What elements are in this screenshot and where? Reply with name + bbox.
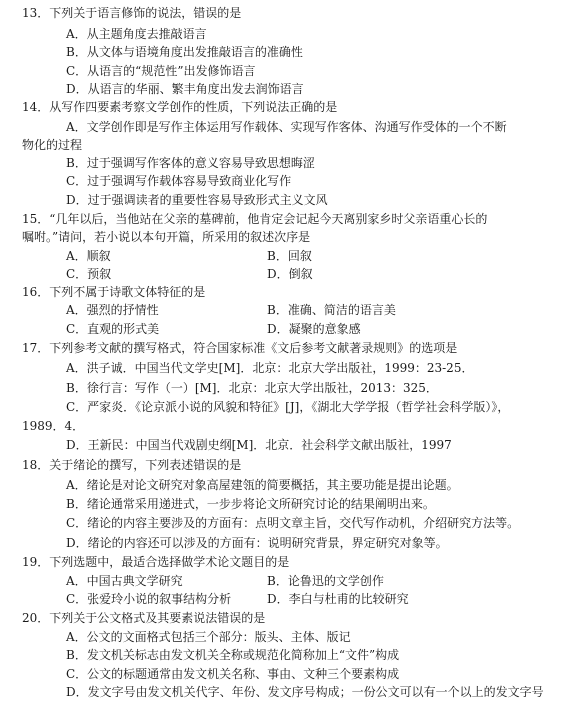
question-16-stem: 16．下列不属于诗歌文体特征的是 bbox=[22, 285, 206, 300]
question-20-option-d: D．发文字号由发文机关代字、年份、发文序号构成；一份公文可以有一个以上的发文字号 bbox=[66, 684, 544, 699]
question-20-option-b: B．发文机关标志由发文机关全称或规范化简称加上“文件”构成 bbox=[66, 648, 400, 663]
question-16-option-d: D．凝聚的意象感 bbox=[267, 321, 361, 336]
question-17-option-a: A．洪子诚．中国当代文学史[M]．北京：北京大学出版社，1999：23-25． bbox=[66, 361, 474, 376]
question-19-option-b: B．论鲁迅的文学创作 bbox=[267, 574, 384, 589]
question-19-option-c: C．张爱玲小说的叙事结构分析 bbox=[66, 592, 232, 607]
question-18-option-b: B．绪论通常采用递进式，一步步将论文所研究讨论的结果阐明出来。 bbox=[66, 497, 435, 512]
question-18-option-d: D．绪论的内容还可以涉及的方面有：说明研究背景，界定研究对象等。 bbox=[66, 535, 448, 550]
question-16-option-a: A．强烈的抒情性 bbox=[66, 303, 159, 318]
question-15-stem-continued: 嘱咐。”请问，若小说以本句开篇，所采用的叙述次序是 bbox=[22, 230, 311, 245]
question-16-option-b: B．准确、简洁的语言美 bbox=[267, 303, 396, 318]
question-19-option-d: D．李白与杜甫的比较研究 bbox=[267, 592, 409, 607]
question-15-option-d: D．倒叙 bbox=[267, 266, 313, 281]
question-16-option-c: C．直观的形式美 bbox=[66, 321, 160, 336]
question-17-option-d: D．王新民：中国当代戏剧史纲[M]．北京．社会科学文献出版社，1997 bbox=[66, 438, 452, 453]
question-14-option-a-continued: 物化的过程 bbox=[22, 137, 83, 152]
question-14-option-a: A．文学创作即是写作主体运用写作载体、实现写作客体、沟通写作受体的一个不断 bbox=[66, 119, 507, 134]
question-17-stem: 17．下列参考文献的撰写格式，符合国家标准《文后参考文献著录规则》的选项是 bbox=[22, 341, 458, 355]
question-15-option-c: C．预叙 bbox=[66, 266, 112, 281]
question-13-option-c: C．从语言的“规范性”出发修饰语言 bbox=[66, 63, 256, 78]
question-20-stem: 20．下列关于公文格式及其要素说法错误的是 bbox=[22, 610, 266, 625]
question-17-option-b: B．徐行言：写作（一）[M]．北京：北京大学出版社，2013：325． bbox=[66, 380, 438, 395]
question-17-option-c: C．严家炎．《论京派小说的风貌和特征》[J]，《湖北大学学报（哲学社会科学版）》， bbox=[66, 399, 510, 414]
question-19-stem: 19．下列选题中，最适合选择做学术论文题目的是 bbox=[22, 554, 290, 569]
question-14-option-c: C．过于强调写作载体容易导致商业化写作 bbox=[66, 174, 292, 189]
question-20-option-c: C．公文的标题通常由发文机关名称、事由、文种三个要素构成 bbox=[66, 666, 400, 681]
question-20-option-a: A．公文的文面格式包括三个部分：版头、主体、版记 bbox=[66, 630, 351, 644]
question-13-stem: 13．下列关于语言修饰的说法，错误的是 bbox=[22, 5, 242, 20]
question-14-option-b: B．过于强调写作客体的意义容易导致思想晦涩 bbox=[66, 156, 315, 171]
question-13-option-d: D．从语言的华丽、繁丰角度出发去润饰语言 bbox=[66, 81, 304, 96]
question-13-option-b: B．从文体与语境角度出发推敲语言的准确性 bbox=[66, 45, 303, 60]
question-19-option-a: A．中国古典文学研究 bbox=[66, 574, 183, 589]
question-18-option-a: A．绪论是对论文研究对象高屋建瓴的简要概括，其主要功能是提出论题。 bbox=[66, 477, 459, 492]
question-17-option-c-continued: 1989．4． bbox=[22, 419, 85, 433]
question-14-option-d: D．过于强调读者的重要性容易导致形式主义文风 bbox=[66, 192, 328, 207]
question-14-stem: 14．从写作四要素考察文学创作的性质，下列说法正确的是 bbox=[22, 100, 338, 115]
question-13-option-a: A．从主题角度去推敲语言 bbox=[66, 27, 207, 41]
question-15-stem: 15．“几年以后，当他站在父亲的墓碑前，他肯定会记起今天离别家乡时父亲语重心长的 bbox=[22, 211, 488, 226]
question-15-option-a: A．顺叙 bbox=[66, 248, 111, 263]
question-15-option-b: B．回叙 bbox=[267, 248, 312, 263]
question-18-option-c: C．绪论的内容主要涉及的方面有：点明文章主旨，交代写作动机，介绍研究方法等。 bbox=[66, 516, 520, 531]
question-18-stem: 18．关于绪论的撰写，下列表述错误的是 bbox=[22, 457, 242, 472]
